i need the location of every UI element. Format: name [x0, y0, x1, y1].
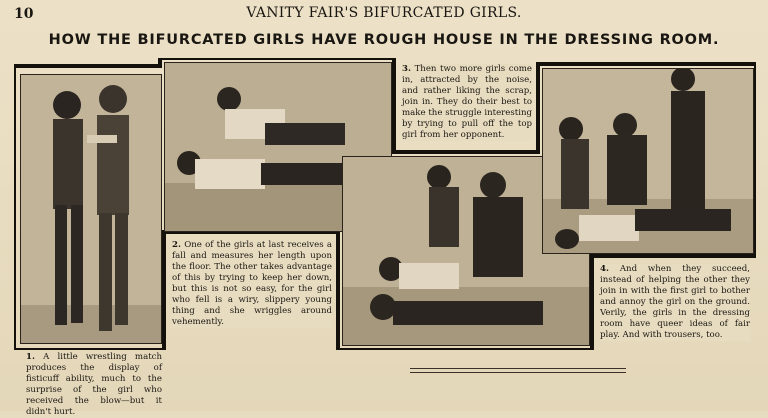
article-headline: HOW THE BIFURCATED GIRLS HAVE ROUGH HOUSE IN THE DRESSING ROOM.: [48, 32, 720, 48]
ornamental-rule-top: [410, 368, 626, 369]
photo-4-illustration: [543, 69, 753, 253]
caption-3: [402, 64, 532, 141]
caption-text: Then two more girls come in, attracted by the noise, and rather liking the scrap, join in. They do their best to make the struggle interesting by trying to pull off the top girl from her opponent.: [402, 64, 532, 140]
running-title: VANITY FAIR'S BIFURCATED GIRLS.: [246, 5, 522, 21]
caption-1: [26, 352, 162, 418]
caption-text: A little wrestling match produces the display of fisticuff ability, much to the surprise of the girl who received the blow—but it didn't hurt.: [26, 352, 162, 417]
caption-text: One of the girls at last receives a fall and measures her length upon the floor. The other takes advantage of this by trying to keep her down, but this is not so easy, for the girl who fell is a wiry, slippery young thing and she wriggles around vehemently.: [172, 240, 332, 327]
caption-2: [172, 240, 332, 328]
page-number: 10: [14, 6, 34, 22]
caption-number: 4.: [600, 264, 609, 274]
photo-1-illustration: [21, 75, 161, 343]
caption-number: 2.: [172, 240, 181, 250]
photo-fisticuffs: [20, 74, 162, 344]
photo-girl-on-ground: [542, 68, 754, 254]
caption-4: [600, 264, 750, 341]
ornamental-rule-bottom: [410, 372, 626, 373]
caption-text: And when they succeed, instead of helping the other they join in with the first girl to bother and annoy the girl on the ground. Verily, the girls in the dressing room have queer ideas of fair play. And with trousers, too.: [600, 264, 750, 340]
caption-number: 3.: [402, 64, 411, 74]
caption-number: 1.: [26, 352, 35, 362]
photo-layout-frame: [14, 58, 756, 350]
